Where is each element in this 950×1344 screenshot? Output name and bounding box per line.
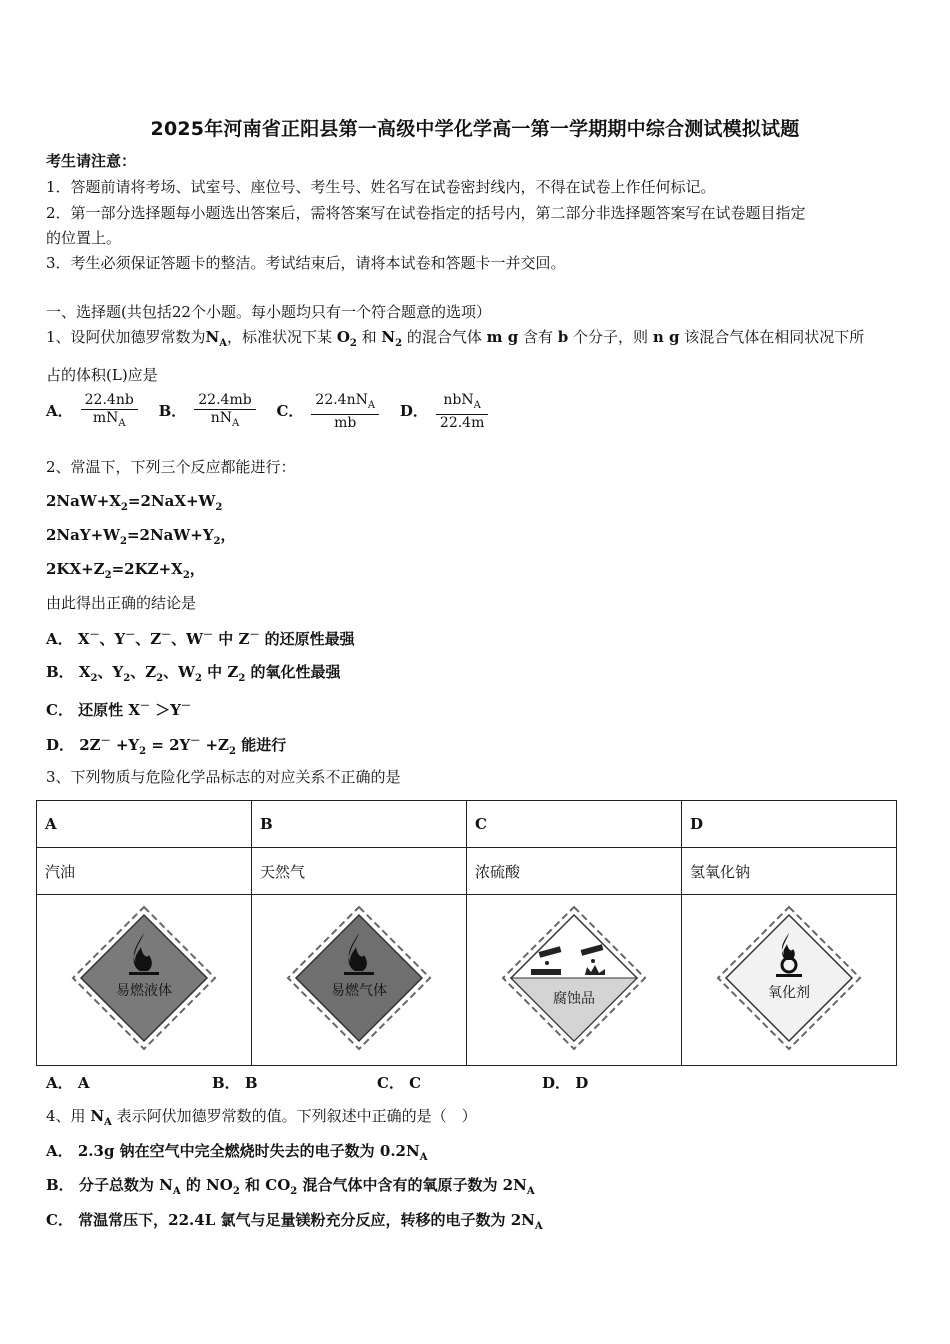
corrosive-sign-icon xyxy=(499,903,649,1053)
q2-reaction-3: $2KX+Z_2=2KZ+X_2$， xyxy=(46,560,205,581)
q4-option-a[interactable]: A． 2.3g 钠在空气中完全燃烧时失去的电子数为 $0.2N_A$ xyxy=(46,1142,428,1163)
q2-option-c[interactable]: C． 还原性 X－ ＞Y－ xyxy=(46,701,191,719)
q1-option-a[interactable]: A． $\frac{22.4nb}{mN_A}$ xyxy=(46,392,142,432)
q3-option-b[interactable]: B． B xyxy=(212,1074,258,1092)
sign-cell-d xyxy=(682,895,897,1066)
table-header-c: C xyxy=(467,801,682,848)
q2-stem: 2、常温下，下列三个反应都能进行： xyxy=(46,458,296,476)
q1-option-b[interactable]: B． $\frac{22.4mb}{nN_A}$ xyxy=(159,392,260,432)
q1-option-c[interactable]: C． $\frac{22.4nN_A}{mb}$ xyxy=(276,392,383,432)
table-header-b: B xyxy=(252,801,467,848)
sign-label-c: 腐蚀品 xyxy=(553,991,595,1007)
sign-cell-b xyxy=(252,895,467,1066)
notice-item-3: 3．考生必须保证答题卡的整洁。考试结束后，请将本试卷和答题卡一并交回。 xyxy=(46,254,566,272)
flammable-liquid-sign-icon xyxy=(69,903,219,1053)
table-header-a: A xyxy=(37,801,252,848)
q2-option-b[interactable]: B． $X_2$、$Y_2$、$Z_2$、$W_2$ 中 $Z_2$ 的氧化性最强 xyxy=(46,663,341,684)
q2-option-d[interactable]: D． $2Z^- +Y_2 = 2Y^- +Z_2$ 能进行 xyxy=(46,736,287,757)
q3-option-a[interactable]: A． A xyxy=(46,1074,90,1092)
q2-reaction-2: $2NaY+W_2=2NaW+Y_2$， xyxy=(46,526,236,547)
notice-item-2-cont: 的位置上。 xyxy=(46,229,122,247)
notice-heading: 考生请注意： xyxy=(46,152,137,170)
notice-item-1: 1．答题前请将考场、试室号、座位号、考生号、姓名写在试卷密封线内，不得在试卷上作任何标记。 xyxy=(46,178,716,196)
q1-stem-cont: 占的体积(L)应是 xyxy=(46,366,158,384)
q4-option-b[interactable]: B． 分子总数为 $N_A$ 的 $NO_2$ 和 $CO_2$ 混合气体中含有的氧原子数为 $2N_A$ xyxy=(46,1176,535,1197)
q3-stem: 3、下列物质与危险化学品标志的对应关系不正确的是 xyxy=(46,768,401,786)
q2-conclusion: 由此得出正确的结论是 xyxy=(46,594,197,612)
q4-option-c[interactable]: C． 常温常压下，22.4L 氯气与足量镁粉充分反应，转移的电子数为 $2N_A$ xyxy=(46,1211,543,1232)
q4-stem: 4、用 $N_A$ 表示阿伏加德罗常数的值。下列叙述中正确的是（ ） xyxy=(46,1107,477,1128)
q3-option-d[interactable]: D． D xyxy=(542,1074,589,1092)
sign-label-d: 氧化剂 xyxy=(768,985,810,1001)
q1-stem: 1、设阿伏加德罗常数为$N_A$，标准状况下某 $O_2$ 和 $N_2$ 的混合气体 m g 含有 b 个分子，则 n g 该混合气体在相同状况下所 xyxy=(46,328,865,349)
sign-cell-a xyxy=(37,895,252,1066)
q3-option-c[interactable]: C． C xyxy=(377,1074,422,1092)
substance-sodium-hydroxide: 氢氧化钠 xyxy=(682,848,897,895)
notice-item-2: 2．第一部分选择题每小题选出答案后，需将答案写在试卷指定的括号内，第二部分非选择题答案写在试卷题目指定 xyxy=(46,204,806,222)
q1-options xyxy=(46,392,504,432)
sign-label-a: 易燃液体 xyxy=(116,983,172,999)
flammable-gas-sign-icon xyxy=(284,903,434,1053)
sign-label-b: 易燃气体 xyxy=(331,983,387,999)
q2-option-a[interactable]: A． X－、Y－、Z－、W－ 中 Z－ 的还原性最强 xyxy=(46,630,355,648)
section-heading: 一、选择题(共包括22个小题。每小题均只有一个符合题意的选项） xyxy=(46,303,491,321)
table-header-d: D xyxy=(682,801,897,848)
hazard-table xyxy=(36,800,897,1066)
oxidizer-sign-icon xyxy=(714,903,864,1053)
substance-sulfuric-acid: 浓硫酸 xyxy=(467,848,682,895)
q1-option-d[interactable]: D． $\frac{nbN_A}{22.4m}$ xyxy=(400,392,492,432)
substance-gasoline: 汽油 xyxy=(37,848,252,895)
substance-natural-gas: 天然气 xyxy=(252,848,467,895)
q2-reaction-1: $2NaW+X_2=2NaX+W_2$ xyxy=(46,492,223,513)
sign-cell-c xyxy=(467,895,682,1066)
exam-title: 2025年河南省正阳县第一高级中学化学高一第一学期期中综合测试模拟试题 xyxy=(150,118,800,140)
